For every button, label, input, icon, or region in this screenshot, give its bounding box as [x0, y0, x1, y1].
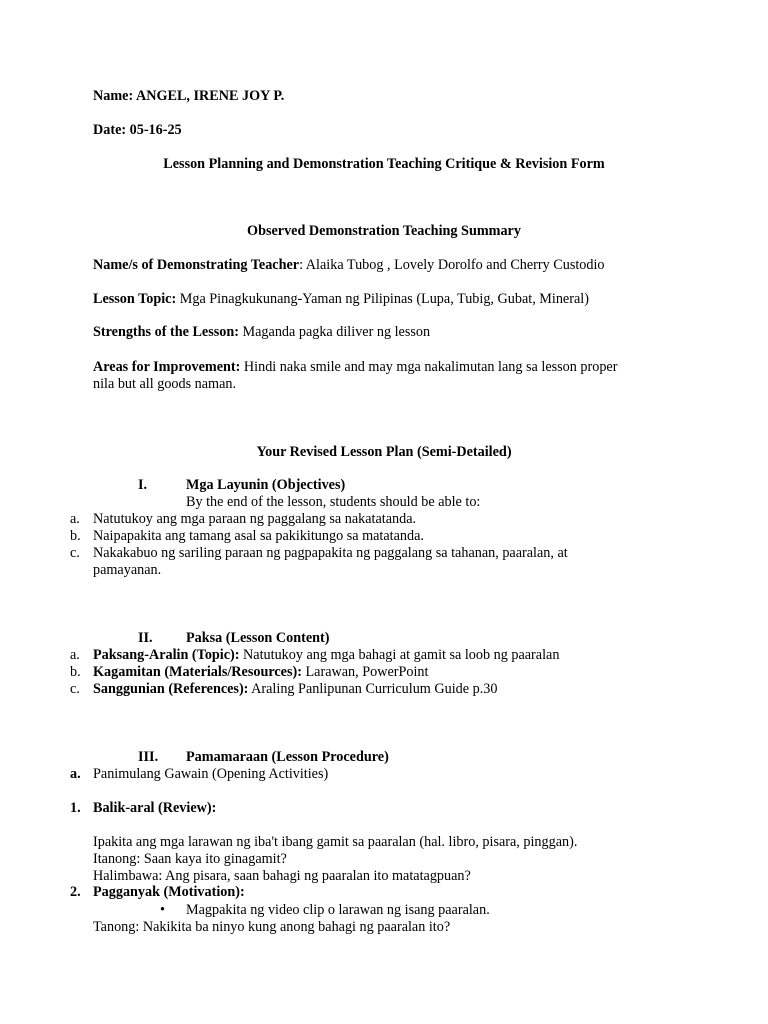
review-title: Balik-aral (Review): [93, 800, 217, 816]
objective-marker: a. [70, 511, 80, 527]
content-item-label: Sanggunian (References): [93, 681, 249, 697]
date-value: 05-16-25 [129, 122, 182, 138]
content-marker: c. [70, 681, 80, 697]
strengths-line [93, 324, 430, 341]
date-line [93, 122, 182, 139]
content-item-text: Araling Panlipunan Curriculum Guide p.30 [248, 681, 498, 697]
improvement-value: Hindi naka smile and may mga nakalimutan lang sa lesson proper [240, 359, 618, 375]
motivation-marker: 2. [70, 884, 81, 900]
procedure-sub-title: Panimulang Gawain (Opening Activities) [93, 766, 329, 782]
objective-text: Nakakabuo ng sariling paraan ng pagpapakita ng paggalang sa tahanan, paaralan, at [93, 545, 568, 561]
content-item-text: Natutukoy ang mga bahagi at gamit sa loob ng paaralan [239, 647, 560, 663]
content-item [93, 647, 559, 664]
content-marker: a. [70, 647, 80, 663]
objectives-intro: By the end of the lesson, students should be able to: [186, 494, 481, 510]
name-value: ANGEL, IRENE JOY P. [135, 88, 285, 104]
objectives-numeral: I. [138, 477, 148, 493]
procedure-numeral: III. [138, 749, 159, 765]
topic-line [93, 291, 589, 308]
procedure-title: Pamamaraan (Lesson Procedure) [186, 749, 389, 765]
objective-marker: c. [70, 545, 80, 561]
teacher-line [93, 257, 605, 274]
name-line [93, 88, 284, 105]
review-text: Halimbawa: Ang pisara, saan bahagi ng paaralan ito matatagpuan? [93, 868, 471, 884]
content-item-label: Paksang-Aralin (Topic): [93, 647, 240, 663]
review-text: Ipakita ang mga larawan ng iba't ibang gamit sa paaralan (hal. libro, pisara, pinggan). [93, 834, 578, 850]
topic-value: Mga Pinagkukunang-Yaman ng Pilipinas (Lupa, Tubig, Gubat, Mineral) [176, 291, 589, 307]
content-item-text: Larawan, PowerPoint [301, 664, 429, 680]
objectives-title: Mga Layunin (Objectives) [186, 477, 346, 493]
motivation-title: Pagganyak (Motivation): [93, 884, 245, 900]
name-label: Name: [93, 88, 134, 104]
summary-heading: Observed Demonstration Teaching Summary [247, 223, 521, 239]
objective-marker: b. [70, 528, 81, 544]
improvement-label: Areas for Improvement: [93, 359, 241, 375]
bullet-icon: • [160, 902, 165, 918]
teacher-label: Name/s of Demonstrating Teacher [93, 257, 300, 273]
objective-text: Naipapakita ang tamang asal sa pakikitungo sa matatanda. [93, 528, 424, 544]
content-item [93, 681, 497, 698]
motivation-bullet-text: Magpakita ng video clip o larawan ng isang paaralan. [186, 902, 490, 918]
review-marker: 1. [70, 800, 81, 816]
date-label: Date: [93, 122, 127, 138]
objective-text-continuation: pamayanan. [93, 562, 162, 578]
content-title: Paksa (Lesson Content) [186, 630, 330, 646]
topic-label: Lesson Topic: [93, 291, 177, 307]
teacher-value: : Alaika Tubog , Lovely Dorolfo and Cherry Custodio [299, 257, 605, 273]
improvement-line [93, 359, 617, 376]
revised-heading: Your Revised Lesson Plan (Semi-Detailed) [256, 444, 512, 460]
improvement-continuation: nila but all goods naman. [93, 376, 237, 392]
content-item [93, 664, 428, 681]
form-title: Lesson Planning and Demonstration Teaching Critique & Revision Form [163, 156, 605, 172]
procedure-sub-marker: a. [70, 766, 81, 782]
content-item-label: Kagamitan (Materials/Resources): [93, 664, 302, 680]
strengths-label: Strengths of the Lesson: [93, 324, 239, 340]
strengths-value: Maganda pagka diliver ng lesson [238, 324, 431, 340]
objective-text: Natutukoy ang mga paraan ng paggalang sa nakatatanda. [93, 511, 417, 527]
review-text: Itanong: Saan kaya ito ginagamit? [93, 851, 287, 867]
motivation-question: Tanong: Nakikita ba ninyo kung anong bahagi ng paaralan ito? [93, 919, 451, 935]
content-numeral: II. [138, 630, 153, 646]
content-marker: b. [70, 664, 81, 680]
